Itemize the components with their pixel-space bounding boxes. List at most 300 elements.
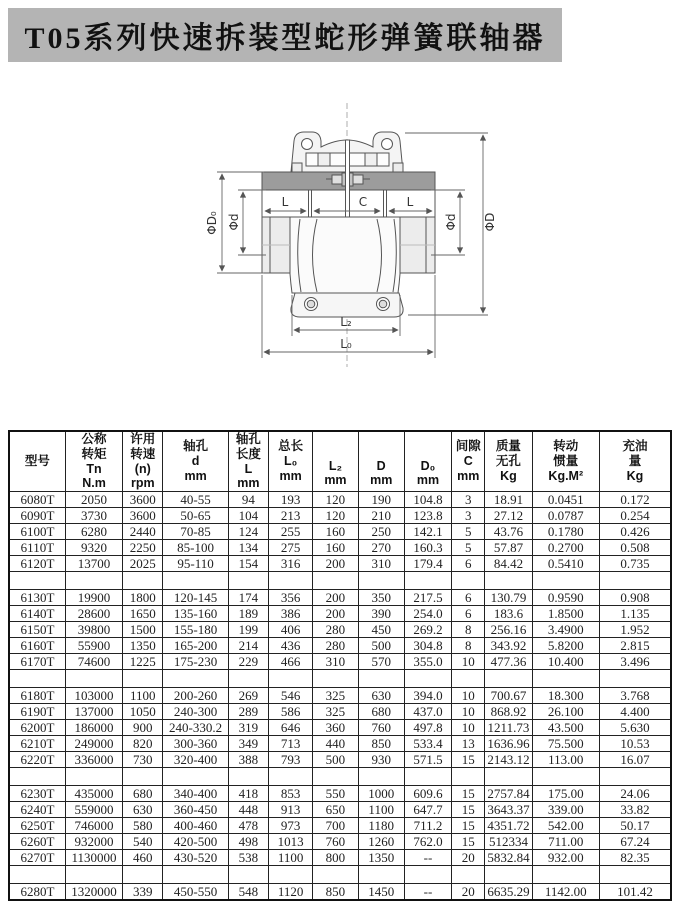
table-cell: 2440 xyxy=(123,524,163,540)
table-cell: 55900 xyxy=(65,638,122,654)
table-cell: 175.00 xyxy=(532,786,599,802)
table-cell: 1450 xyxy=(358,884,404,901)
table-cell: 154 xyxy=(228,556,268,572)
table-cell: 3.496 xyxy=(599,654,671,670)
table-cell: 800 xyxy=(313,850,358,866)
table-cell: 586 xyxy=(269,704,313,720)
table-cell: 2025 xyxy=(123,556,163,572)
table-cell: 310 xyxy=(313,654,358,670)
table-cell: 850 xyxy=(313,884,358,901)
table-cell: 339 xyxy=(123,884,163,901)
table-cell: 113.00 xyxy=(532,752,599,768)
table-cell: 559000 xyxy=(65,802,122,818)
dim-label-phi-d0: ΦD₀ xyxy=(205,211,219,235)
table-cell: 680 xyxy=(358,704,404,720)
table-cell: 270 xyxy=(358,540,404,556)
table-cell: 10 xyxy=(452,688,485,704)
col-header-bore-length: 轴孔 长度 L mm xyxy=(228,431,268,492)
table-row xyxy=(9,850,671,866)
table-cell: 40-55 xyxy=(163,492,228,508)
table-cell: 8 xyxy=(452,638,485,654)
table-cell: 229 xyxy=(228,654,268,670)
table-cell: 448 xyxy=(228,802,268,818)
table-cell: 13700 xyxy=(65,556,122,572)
table-cell: 15 xyxy=(452,786,485,802)
table-cell: 0.172 xyxy=(599,492,671,508)
table-cell: 6170T xyxy=(9,654,65,670)
table-cell: 5 xyxy=(452,540,485,556)
table-cell: 538 xyxy=(228,850,268,866)
dim-label-phi-d-right: Φd xyxy=(444,213,458,231)
table-cell: 3643.37 xyxy=(485,802,532,818)
table-cell: 6230T xyxy=(9,786,65,802)
table-cell: 26.100 xyxy=(532,704,599,720)
table-cell: 900 xyxy=(123,720,163,736)
table-row xyxy=(9,590,671,606)
table-cell: 300-360 xyxy=(163,736,228,752)
table-cell: 700 xyxy=(313,818,358,834)
table-row xyxy=(9,638,671,654)
table-cell: 123.8 xyxy=(404,508,451,524)
table-cell: 1350 xyxy=(123,638,163,654)
table-cell: 6100T xyxy=(9,524,65,540)
table-cell: 120 xyxy=(313,508,358,524)
col-header-d0: D₀ mm xyxy=(404,431,451,492)
barrel-body xyxy=(289,217,401,293)
table-cell: 436 xyxy=(269,638,313,654)
table-cell: 39800 xyxy=(65,622,122,638)
table-cell: 1.952 xyxy=(599,622,671,638)
table-cell: 57.87 xyxy=(485,540,532,556)
table-cell: 269 xyxy=(228,688,268,704)
table-cell: 1142.00 xyxy=(532,884,599,901)
table-cell: 1500 xyxy=(123,622,163,638)
table-cell: 646 xyxy=(269,720,313,736)
table-cell: 853 xyxy=(269,786,313,802)
table-cell: 820 xyxy=(123,736,163,752)
table-cell: 217.5 xyxy=(404,590,451,606)
table-cell: 550 xyxy=(313,786,358,802)
table-cell: 630 xyxy=(358,688,404,704)
table-cell: 400-460 xyxy=(163,818,228,834)
col-header-bore: 轴孔 d mm xyxy=(163,431,228,492)
table-cell: 6080T xyxy=(9,492,65,508)
table-cell: 1100 xyxy=(269,850,313,866)
table-cell: 15 xyxy=(452,752,485,768)
table-cell: 0.508 xyxy=(599,540,671,556)
table-cell: 6190T xyxy=(9,704,65,720)
table-cell: 498 xyxy=(228,834,268,850)
coupling-diagram xyxy=(180,95,510,385)
table-cell: 868.92 xyxy=(485,704,532,720)
table-cell: 0.0451 xyxy=(532,492,599,508)
table-row xyxy=(9,802,671,818)
table-cell: 24.06 xyxy=(599,786,671,802)
table-cell: 730 xyxy=(123,752,163,768)
table-cell: 500 xyxy=(358,638,404,654)
table-cell: 336000 xyxy=(65,752,122,768)
table-cell: 160 xyxy=(313,524,358,540)
table-cell: 0.426 xyxy=(599,524,671,540)
table-cell: 6120T xyxy=(9,556,65,572)
bolt-nut-right xyxy=(353,175,363,184)
table-cell: -- xyxy=(404,884,451,901)
table-cell: 5.630 xyxy=(599,720,671,736)
table-cell: 6160T xyxy=(9,638,65,654)
table-cell: 394.0 xyxy=(404,688,451,704)
table-row xyxy=(9,622,671,638)
table-cell: 50.17 xyxy=(599,818,671,834)
table-cell: 1260 xyxy=(358,834,404,850)
table-cell: 6280 xyxy=(65,524,122,540)
table-cell: 450 xyxy=(358,622,404,638)
table-cell: 2050 xyxy=(65,492,122,508)
table-cell: 5832.84 xyxy=(485,850,532,866)
table-row xyxy=(9,752,671,768)
dim-label-l-right: L xyxy=(406,195,414,209)
table-cell: 542.00 xyxy=(532,818,599,834)
table-cell: 124 xyxy=(228,524,268,540)
table-cell: 3600 xyxy=(123,508,163,524)
table-cell: 3 xyxy=(452,508,485,524)
table-cell: 190 xyxy=(358,492,404,508)
table-cell: 20 xyxy=(452,850,485,866)
bolt-nut-left xyxy=(332,175,342,184)
col-header-l2: L₂ mm xyxy=(313,431,358,492)
table-cell: 135-160 xyxy=(163,606,228,622)
table-cell: 28600 xyxy=(65,606,122,622)
table-cell: 1180 xyxy=(358,818,404,834)
table-cell: 435000 xyxy=(65,786,122,802)
col-header-mass: 质量 无孔 Kg xyxy=(485,431,532,492)
table-cell: 6280T xyxy=(9,884,65,901)
col-header-oil: 充油 量 Kg xyxy=(599,431,671,492)
table-cell: 250 xyxy=(358,524,404,540)
table-cell: 0.5410 xyxy=(532,556,599,572)
table-cell: 155-180 xyxy=(163,622,228,638)
table-cell: 340-400 xyxy=(163,786,228,802)
spec-table-body xyxy=(9,492,671,901)
table-cell: 130.79 xyxy=(485,590,532,606)
table-cell: 533.4 xyxy=(404,736,451,752)
table-cell: 356 xyxy=(269,590,313,606)
table-cell: 4.400 xyxy=(599,704,671,720)
table-cell: 2.815 xyxy=(599,638,671,654)
table-cell: 6 xyxy=(452,606,485,622)
table-row xyxy=(9,736,671,752)
table-cell: 280 xyxy=(313,622,358,638)
table-cell: 75.500 xyxy=(532,736,599,752)
table-row xyxy=(9,492,671,508)
table-cell: 1.8500 xyxy=(532,606,599,622)
table-cell: 760 xyxy=(358,720,404,736)
table-cell: 6240T xyxy=(9,802,65,818)
table-cell: 1.135 xyxy=(599,606,671,622)
table-cell: 0.908 xyxy=(599,590,671,606)
table-cell: 6 xyxy=(452,556,485,572)
table-cell: 255 xyxy=(269,524,313,540)
table-cell: 249000 xyxy=(65,736,122,752)
table-row xyxy=(9,818,671,834)
table-cell: 1013 xyxy=(269,834,313,850)
table-cell: 20 xyxy=(452,884,485,901)
table-cell: -- xyxy=(404,850,451,866)
table-cell: 15 xyxy=(452,802,485,818)
table-cell: 430-520 xyxy=(163,850,228,866)
table-cell: 120-145 xyxy=(163,590,228,606)
table-cell: 33.82 xyxy=(599,802,671,818)
table-row xyxy=(9,556,671,572)
table-cell: 913 xyxy=(269,802,313,818)
table-cell: 325 xyxy=(313,688,358,704)
table-cell: 104 xyxy=(228,508,268,524)
table-cell: 10 xyxy=(452,704,485,720)
table-row xyxy=(9,704,671,720)
table-cell: 104.8 xyxy=(404,492,451,508)
table-cell: 711.2 xyxy=(404,818,451,834)
table-cell: 18.91 xyxy=(485,492,532,508)
table-cell: 1225 xyxy=(123,654,163,670)
table-cell: 16.07 xyxy=(599,752,671,768)
table-cell: 760 xyxy=(313,834,358,850)
table-cell: 360 xyxy=(313,720,358,736)
table-cell: 390 xyxy=(358,606,404,622)
table-cell: 355.0 xyxy=(404,654,451,670)
table-row xyxy=(9,654,671,670)
table-cell: 2757.84 xyxy=(485,786,532,802)
table-cell: 680 xyxy=(123,786,163,802)
table-cell: 0.254 xyxy=(599,508,671,524)
table-cell: 50-65 xyxy=(163,508,228,524)
dim-label-phi-big-d: ΦD xyxy=(483,212,497,232)
table-cell: 360-450 xyxy=(163,802,228,818)
table-cell: 13 xyxy=(452,736,485,752)
table-cell: 512334 xyxy=(485,834,532,850)
table-cell: 440 xyxy=(313,736,358,752)
table-cell: 540 xyxy=(123,834,163,850)
table-cell: 713 xyxy=(269,736,313,752)
table-cell: 210 xyxy=(358,508,404,524)
col-header-model: 型号 xyxy=(9,431,65,492)
table-cell: 8 xyxy=(452,622,485,638)
table-cell: 3730 xyxy=(65,508,122,524)
table-cell: 2143.12 xyxy=(485,752,532,768)
coupling-drawing-svg xyxy=(180,95,510,385)
table-cell: 6180T xyxy=(9,688,65,704)
table-cell: 199 xyxy=(228,622,268,638)
separator-row xyxy=(9,572,671,590)
table-cell: 289 xyxy=(228,704,268,720)
table-cell: 200-260 xyxy=(163,688,228,704)
bracket-hole-left xyxy=(302,139,313,150)
table-cell: 200 xyxy=(313,606,358,622)
table-cell: 325 xyxy=(313,704,358,720)
table-cell: 571.5 xyxy=(404,752,451,768)
table-cell: 6110T xyxy=(9,540,65,556)
table-cell: 214 xyxy=(228,638,268,654)
table-cell: 275 xyxy=(269,540,313,556)
table-cell: 6140T xyxy=(9,606,65,622)
table-cell: 460 xyxy=(123,850,163,866)
table-cell: 1100 xyxy=(123,688,163,704)
table-cell: 320-400 xyxy=(163,752,228,768)
table-cell: 478 xyxy=(228,818,268,834)
table-cell: 4351.72 xyxy=(485,818,532,834)
table-cell: 3.4900 xyxy=(532,622,599,638)
table-cell: 650 xyxy=(313,802,358,818)
table-cell: 546 xyxy=(269,688,313,704)
table-cell: 200 xyxy=(313,556,358,572)
separator-row xyxy=(9,866,671,884)
table-cell: 1000 xyxy=(358,786,404,802)
table-cell: 6200T xyxy=(9,720,65,736)
table-row xyxy=(9,786,671,802)
table-cell: 1636.96 xyxy=(485,736,532,752)
table-row xyxy=(9,524,671,540)
table-cell: 186000 xyxy=(65,720,122,736)
table-cell: 437.0 xyxy=(404,704,451,720)
table-cell: 95-110 xyxy=(163,556,228,572)
table-cell: 700.67 xyxy=(485,688,532,704)
table-cell: 349 xyxy=(228,736,268,752)
table-cell: 200 xyxy=(313,590,358,606)
table-cell: 0.1780 xyxy=(532,524,599,540)
table-cell: 1100 xyxy=(358,802,404,818)
dim-label-l0: L₀ xyxy=(340,337,352,351)
table-cell: 1050 xyxy=(123,704,163,720)
table-cell: 350 xyxy=(358,590,404,606)
table-cell: 420-500 xyxy=(163,834,228,850)
table-cell: 6220T xyxy=(9,752,65,768)
table-cell: 10.400 xyxy=(532,654,599,670)
table-cell: 103000 xyxy=(65,688,122,704)
table-cell: 43.76 xyxy=(485,524,532,540)
table-cell: 2250 xyxy=(123,540,163,556)
table-cell: 3.768 xyxy=(599,688,671,704)
table-cell: 1320000 xyxy=(65,884,122,901)
dim-label-l2: L₂ xyxy=(340,315,352,329)
col-header-d: D mm xyxy=(358,431,404,492)
table-cell: 85-100 xyxy=(163,540,228,556)
page-title: T05系列快速拆装型蛇形弹簧联轴器 xyxy=(8,8,562,62)
table-cell: 746000 xyxy=(65,818,122,834)
table-row xyxy=(9,688,671,704)
table-cell: 316 xyxy=(269,556,313,572)
table-cell: 0.0787 xyxy=(532,508,599,524)
table-cell: 418 xyxy=(228,786,268,802)
table-cell: 386 xyxy=(269,606,313,622)
table-cell: 254.0 xyxy=(404,606,451,622)
table-cell: 1350 xyxy=(358,850,404,866)
table-cell: 240-300 xyxy=(163,704,228,720)
table-cell: 43.500 xyxy=(532,720,599,736)
table-cell: 6150T xyxy=(9,622,65,638)
table-cell: 762.0 xyxy=(404,834,451,850)
table-cell: 1650 xyxy=(123,606,163,622)
dim-label-l-left: L xyxy=(281,195,289,209)
col-header-total-length: 总长 L₀ mm xyxy=(269,431,313,492)
table-row xyxy=(9,834,671,850)
table-cell: 10.53 xyxy=(599,736,671,752)
table-cell: 269.2 xyxy=(404,622,451,638)
table-cell: 94 xyxy=(228,492,268,508)
table-cell: 213 xyxy=(269,508,313,524)
table-cell: 120 xyxy=(313,492,358,508)
table-cell: 406 xyxy=(269,622,313,638)
table-cell: 175-230 xyxy=(163,654,228,670)
table-cell: 5 xyxy=(452,524,485,540)
table-cell: 18.300 xyxy=(532,688,599,704)
table-cell: 304.8 xyxy=(404,638,451,654)
table-cell: 466 xyxy=(269,654,313,670)
table-row xyxy=(9,540,671,556)
table-cell: 0.9590 xyxy=(532,590,599,606)
table-cell: 15 xyxy=(452,818,485,834)
table-cell: 240-330.2 xyxy=(163,720,228,736)
table-cell: 310 xyxy=(358,556,404,572)
col-header-inertia: 转动 惯量 Kg.M² xyxy=(532,431,599,492)
table-cell: 6270T xyxy=(9,850,65,866)
table-cell: 15 xyxy=(452,834,485,850)
table-cell: 711.00 xyxy=(532,834,599,850)
table-cell: 1120 xyxy=(269,884,313,901)
table-cell: 570 xyxy=(358,654,404,670)
table-cell: 6210T xyxy=(9,736,65,752)
table-cell: 6130T xyxy=(9,590,65,606)
col-header-torque: 公称 转矩 Tn N.m xyxy=(65,431,122,492)
table-cell: 1800 xyxy=(123,590,163,606)
table-cell: 6090T xyxy=(9,508,65,524)
table-cell: 930 xyxy=(358,752,404,768)
center-pin xyxy=(346,140,350,218)
table-cell: 497.8 xyxy=(404,720,451,736)
table-cell: 174 xyxy=(228,590,268,606)
table-cell: 1130000 xyxy=(65,850,122,866)
spec-table xyxy=(8,430,672,901)
table-cell: 160 xyxy=(313,540,358,556)
table-cell: 319 xyxy=(228,720,268,736)
table-cell: 6 xyxy=(452,590,485,606)
header-row xyxy=(9,431,671,492)
table-cell: 0.2700 xyxy=(532,540,599,556)
table-cell: 10 xyxy=(452,720,485,736)
table-cell: 850 xyxy=(358,736,404,752)
table-cell: 101.42 xyxy=(599,884,671,901)
table-cell: 388 xyxy=(228,752,268,768)
table-cell: 932000 xyxy=(65,834,122,850)
table-cell: 67.24 xyxy=(599,834,671,850)
table-cell: 5.8200 xyxy=(532,638,599,654)
table-cell: 3600 xyxy=(123,492,163,508)
bracket-hole-right xyxy=(382,139,393,150)
table-cell: 6250T xyxy=(9,818,65,834)
table-cell: 450-550 xyxy=(163,884,228,901)
table-cell: 647.7 xyxy=(404,802,451,818)
table-cell: 84.42 xyxy=(485,556,532,572)
table-cell: 9320 xyxy=(65,540,122,556)
table-cell: 339.00 xyxy=(532,802,599,818)
table-cell: 3 xyxy=(452,492,485,508)
table-cell: 179.4 xyxy=(404,556,451,572)
table-cell: 280 xyxy=(313,638,358,654)
table-cell: 343.92 xyxy=(485,638,532,654)
table-cell: 477.36 xyxy=(485,654,532,670)
table-cell: 134 xyxy=(228,540,268,556)
dim-label-phi-d-left: Φd xyxy=(227,213,241,231)
table-cell: 82.35 xyxy=(599,850,671,866)
table-cell: 70-85 xyxy=(163,524,228,540)
table-cell: 189 xyxy=(228,606,268,622)
